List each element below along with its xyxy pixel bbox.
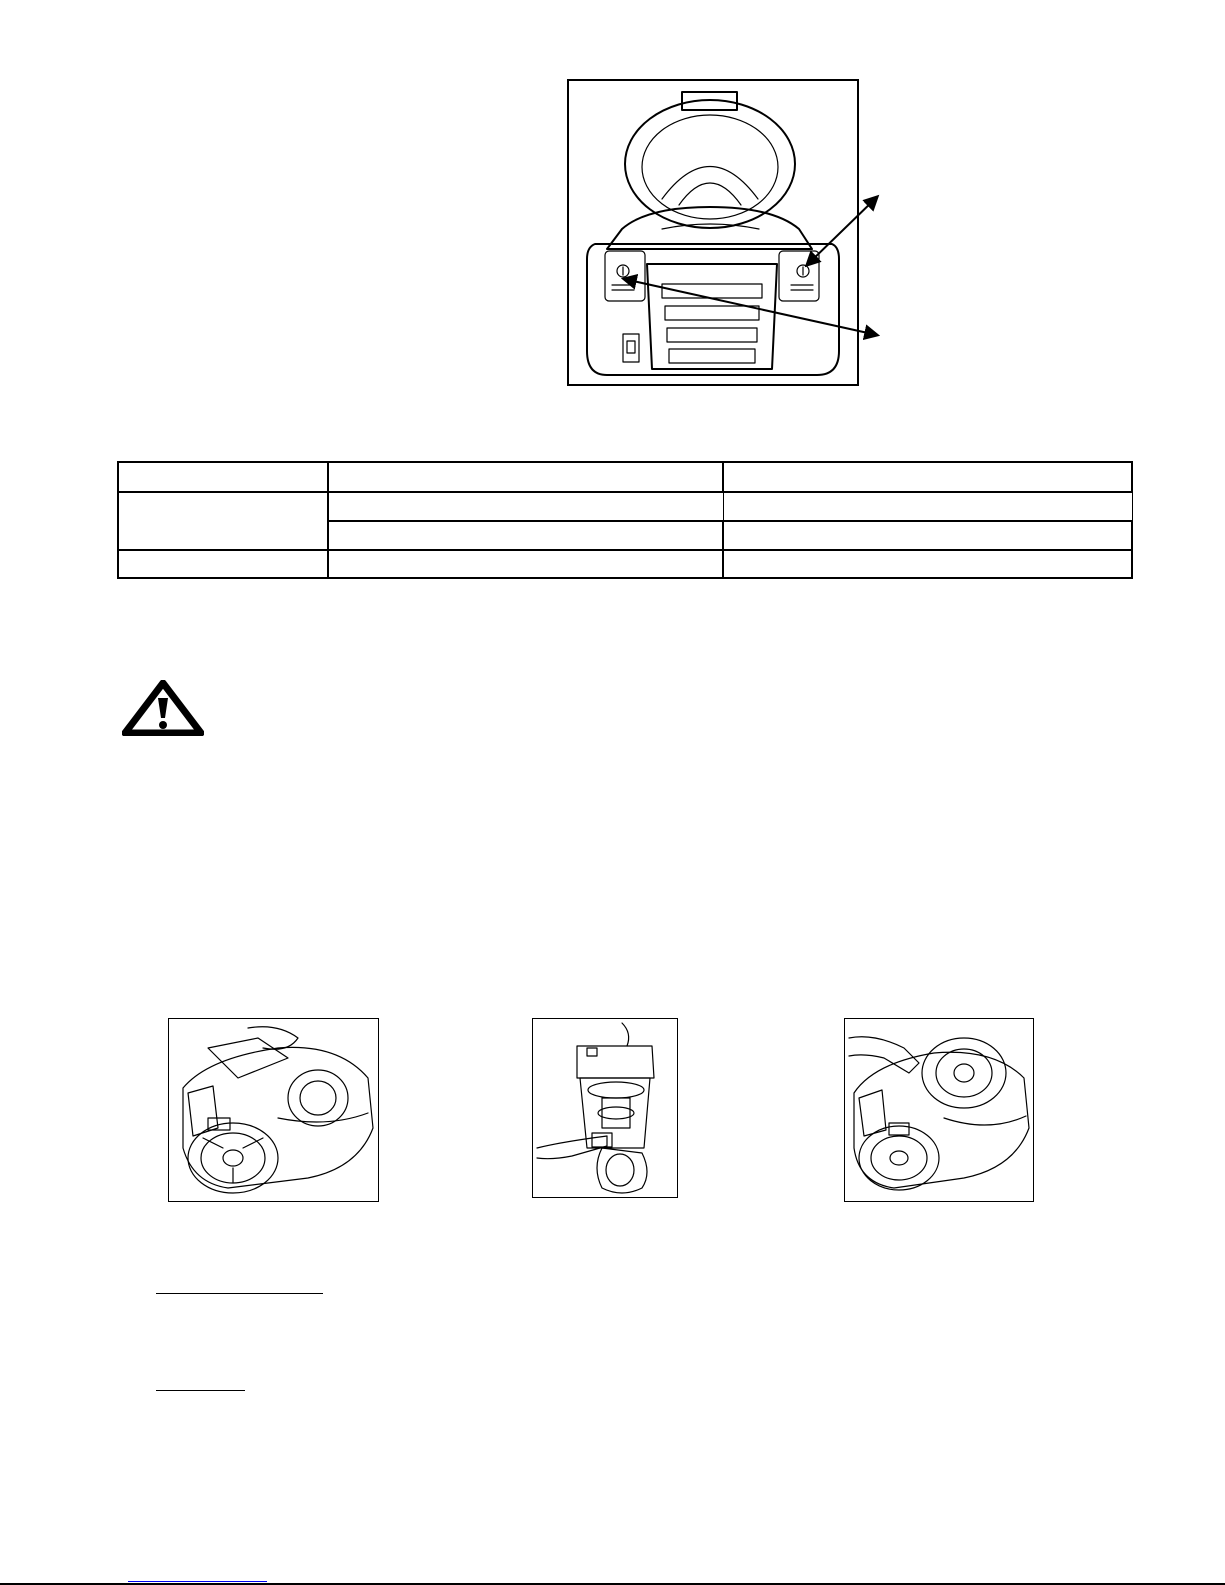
table-cell [328,492,723,521]
table-cell [328,550,723,578]
table-cell [723,521,1132,550]
table-cell [328,521,723,550]
heading-underline-2 [156,1390,245,1391]
table-row [118,550,1132,578]
empty-dust-bin-icon [532,1018,678,1198]
step-figure-1 [168,1018,379,1202]
heading-underline-1 [156,1293,323,1294]
open-dust-container-icon [168,1018,379,1202]
reinsert-dust-container-icon [844,1018,1034,1202]
table-cell [723,550,1132,578]
table-row [118,462,1132,492]
table-cell [118,462,328,492]
step-figure-3 [844,1018,1034,1202]
spec-table [117,461,1133,579]
table-cell [328,462,723,492]
callout-arrow-right-button [807,197,877,265]
callout-arrow-left-button [624,279,877,335]
warning-triangle-icon [122,680,204,736]
table-cell-merged [118,492,328,550]
table-cell [723,492,1132,521]
footer-link-underline[interactable] [128,1581,267,1582]
table-cell [118,550,328,578]
table-row [118,492,1132,521]
step-figure-2 [532,1018,678,1198]
table-cell [723,462,1132,492]
callout-arrows [600,185,900,355]
warning-icon-wrapper [122,680,204,736]
